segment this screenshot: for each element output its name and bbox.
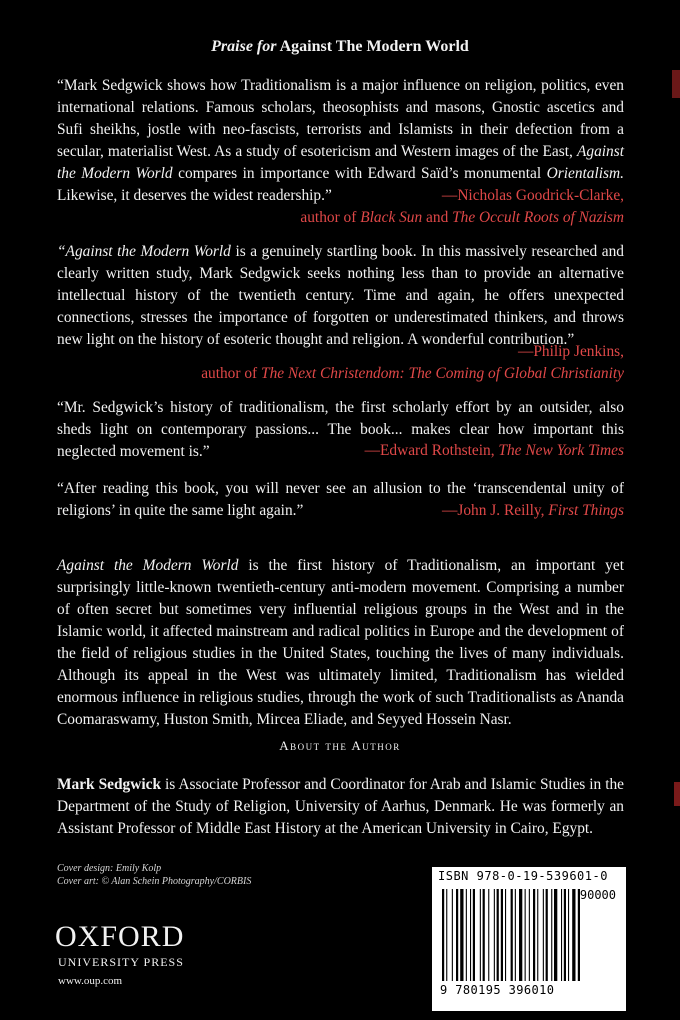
- quote-jenkins: [57, 241, 624, 351]
- attribution-text: and: [422, 209, 453, 226]
- quote-text: compares in importance with Edward Saïd’s monumental: [172, 165, 547, 182]
- cover-art-credit: Cover art: © Alan Schein Photography/CORBIS: [57, 876, 252, 887]
- cover-design-credit: Cover design: Emily Kolp: [57, 863, 162, 874]
- attribution-text: author of: [201, 365, 262, 382]
- publisher-logo: OXFORD: [55, 920, 185, 953]
- quote-text: Likewise, it deserves the widest readership.”: [57, 187, 332, 204]
- barcode-panel: [432, 867, 626, 1011]
- quote-italic: Orientalism.: [546, 165, 624, 182]
- attribution-book: Black Sun: [360, 209, 423, 226]
- author-bio-text: is Associate Professor and Coordinator for Arab and Islamic Studies in the Department of the Study of Religion, University of Aarhus, Denmark. He was formerly an Assistant Professor of Middle East History at the American University in Cairo, Egypt.: [57, 776, 624, 837]
- attribution-book: The Next Christendom: The Coming of Global Christianity: [261, 365, 624, 382]
- attribution-text: author of: [300, 209, 361, 226]
- attribution-reilly: [57, 500, 624, 522]
- attribution-jenkins: [57, 341, 624, 385]
- description-title: Against the Modern World: [57, 557, 239, 574]
- book-title: Against The Modern World: [279, 38, 469, 55]
- book-description: [57, 555, 624, 731]
- attribution-name: —Philip Jenkins,: [517, 343, 624, 360]
- quote-italic: Against the Modern World: [57, 143, 624, 182]
- author-name: Mark Sedgwick: [57, 776, 161, 793]
- publisher-url: www.oup.com: [58, 975, 123, 987]
- isbn-text: ISBN 978-0-19-539601-0: [438, 869, 608, 883]
- cover-edge-accent: [674, 782, 680, 806]
- description-text: is the first history of Traditionalism, an important yet surprisingly little-known twentieth-century anti-modern movement. Comprising a number of often secret but sometimes very influential religious groups in the West and in the Islamic world, it affected mainstream and radical politics in Europe and the development of the field of religious studies in the United States, touching the lives of many individuals. Although its appeal in the West was ultimately limited, Traditionalism has wielded enormous influence in religious studies, through the work of such Traditionalists as Ananda Coomaraswamy, Huston Smith, Mircea Eliade, and Seyyed Hossein Nasr.: [57, 557, 624, 728]
- praise-for-label: Praise for: [211, 38, 277, 55]
- praise-heading: [0, 38, 680, 56]
- attribution-book: The Occult Roots of Nazism: [452, 209, 624, 226]
- attribution-book: First Things: [548, 502, 624, 519]
- attribution-book: The New York Times: [498, 442, 624, 459]
- cover-edge-accent: [672, 70, 680, 98]
- attribution-name: —Nicholas Goodrick-Clarke,: [441, 187, 624, 204]
- attribution-name: —Edward Rothstein,: [364, 442, 499, 459]
- cover-credits: [57, 862, 251, 888]
- author-bio: [57, 774, 624, 840]
- about-author-heading: About the Author: [279, 738, 401, 753]
- attribution-rothstein: [57, 440, 624, 462]
- quote-text: “Mark Sedgwick shows how Traditionalism is a major influence on religion, politics, even international relations. Famous scholars, theosophists and masons, Gnostic ascetics and Sufi sheikhs, jostle with neo-fascists, terrorists and Islamists in their defection from a secular, materialist West. As a study of esotericism and Western images of the East,: [57, 77, 624, 160]
- quote-italic: “Against the Modern World: [57, 243, 231, 260]
- quote-text: “Mr. Sedgwick’s history of traditionalism, the first scholarly effort by an outsider, also sheds light on contemporary passions... The book... makes clear how important this neglected movement is.”: [57, 399, 624, 460]
- quote-text: “After reading this book, you will never see an allusion to the ‘transcendental unity of religions’ in quite the same light again.”: [57, 480, 624, 519]
- barcode-icon: [440, 889, 620, 981]
- barcode-digits: 9 780195 396010: [440, 983, 555, 997]
- quote-text: is a genuinely startling book. In this massively researched and clearly written study, Mark Sedgwick seeks nothing less than to provide an alternative intellectual history of the twentieth century. Time and again, he offers unexpected connections, stresses the importance of forgotten or underestimated thinkers, and throws new light on the history of esoteric thought and religion. A wonderful contribution.”: [57, 243, 624, 348]
- price-code: 90000: [579, 888, 616, 902]
- attribution-goodrick-clarke: [57, 185, 624, 229]
- publisher-press: UNIVERSITY PRESS: [58, 955, 184, 969]
- attribution-name: —John J. Reilly,: [441, 502, 549, 519]
